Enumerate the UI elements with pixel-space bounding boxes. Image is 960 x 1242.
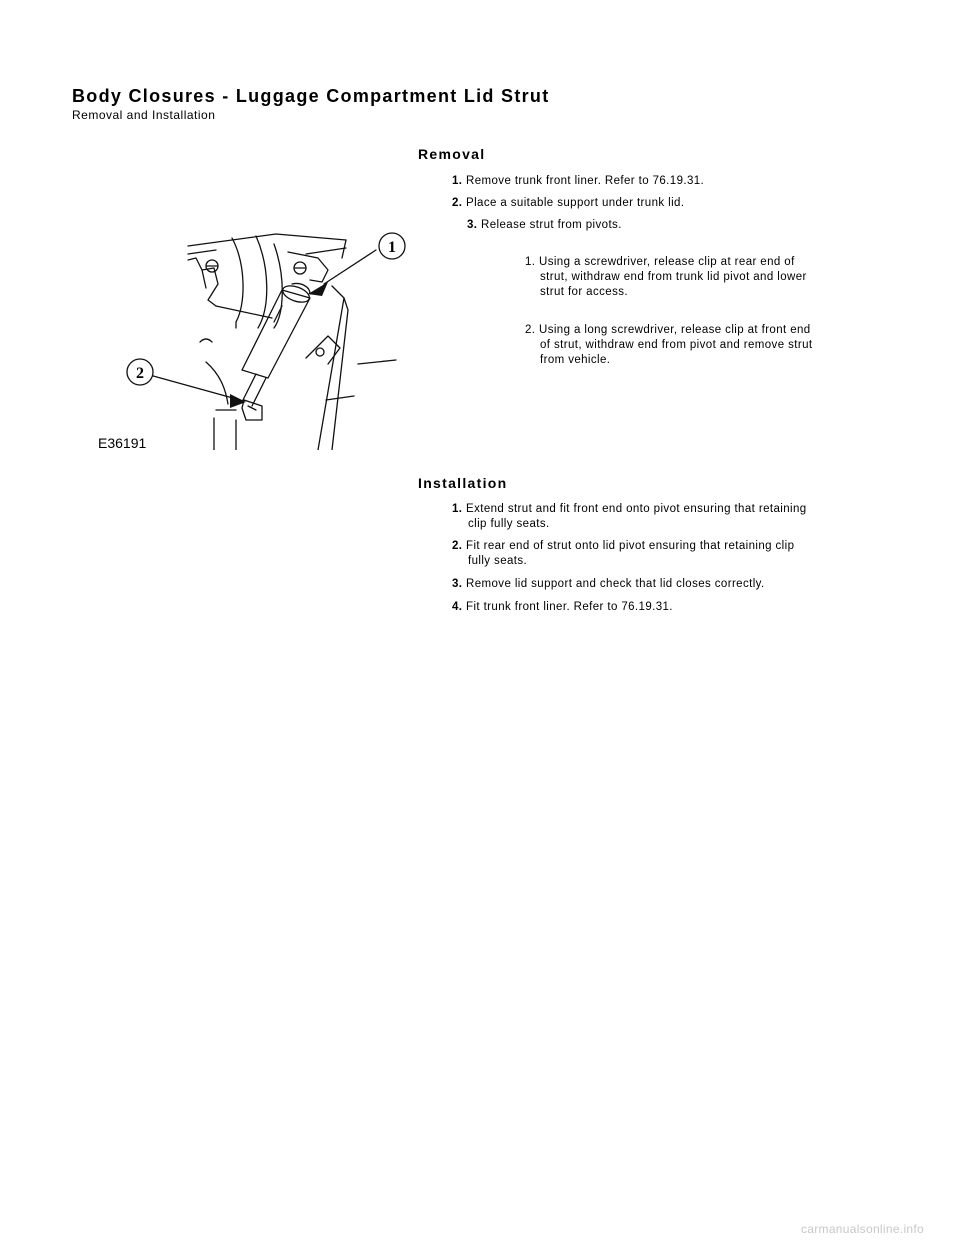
step-number: 1. [452,503,463,515]
step-number: 2. [452,197,463,209]
substep-line: strut, withdraw end from trunk lid pivot and lower [540,271,807,283]
page-title: Body Closures - Luggage Compartment Lid Strut [72,86,550,106]
step-number: 3. [452,578,463,590]
removal-step-1 [452,174,704,189]
step-text: Fit rear end of strut onto lid pivot ensuring that retaining clip [466,540,795,552]
removal-heading: Removal [418,146,486,162]
figure-code: E36191 [98,435,147,450]
callout-2: 2 [136,365,144,382]
step-number: 4. [452,601,463,613]
substep-line: strut for access. [540,286,628,298]
substep-line: 2. Using a long screwdriver, release clip at front end [525,324,811,336]
callout-1: 1 [388,239,396,256]
removal-step-3 [467,218,622,233]
footer-watermark: carmanualsonline.info [800,1222,924,1236]
removal-substep-2 [525,323,875,368]
installation-step-1 [452,502,807,532]
strut-illustration [96,224,416,450]
step-text: Release strut from pivots. [481,219,622,231]
step-text: Remove trunk front liner. Refer to 76.19.31. [466,175,705,187]
step-text: Fit trunk front liner. Refer to 76.19.31. [466,601,673,613]
substep-line: of strut, withdraw end from pivot and remove strut [540,339,813,351]
step-text-cont: clip fully seats. [468,518,550,530]
installation-heading: Installation [418,475,508,491]
page-subtitle: Removal and Installation [72,108,216,122]
installation-step-3 [452,577,765,592]
installation-step-4 [452,600,673,615]
substep-line: from vehicle. [540,354,611,366]
removal-substep-1 [525,255,875,300]
installation-step-2 [452,539,794,569]
step-number: 3. [467,219,478,231]
step-text: Place a suitable support under trunk lid. [466,197,685,209]
step-number: 2. [452,540,463,552]
step-text-cont: fully seats. [468,555,528,567]
substep-line: 1. Using a screwdriver, release clip at rear end of [525,256,795,268]
removal-step-2 [452,196,684,211]
step-text: Extend strut and fit front end onto pivot ensuring that retaining [466,503,807,515]
step-number: 1. [452,175,463,187]
step-text: Remove lid support and check that lid closes correctly. [466,578,765,590]
